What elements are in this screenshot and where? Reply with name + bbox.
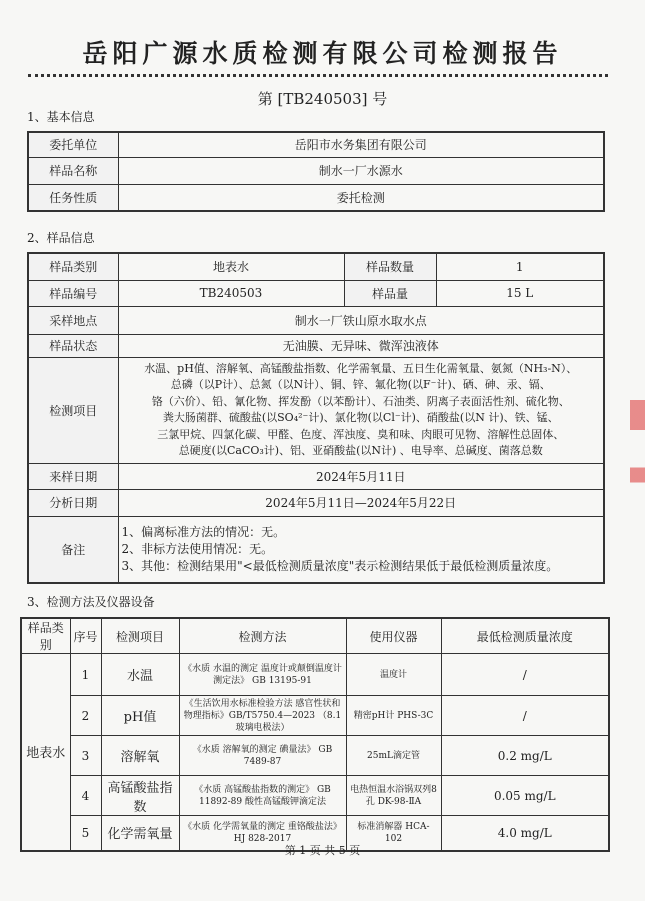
- row-no: 3: [70, 736, 101, 776]
- row-no: 2: [70, 696, 101, 736]
- sample-info-table: [27, 252, 605, 584]
- label: 检测项目: [28, 357, 118, 463]
- label: 委托单位: [28, 132, 118, 157]
- header-cell: 检测项目: [101, 618, 179, 654]
- sample-category: 地表水: [21, 654, 70, 851]
- header-cell: 使用仪器: [346, 618, 441, 654]
- label: 任务性质: [28, 184, 118, 211]
- row-instrument: 温度计: [346, 654, 441, 696]
- value: 地表水: [118, 253, 344, 280]
- report-number: 第 [TB240503] 号: [257, 90, 388, 108]
- remark-line: 1、偏离标准方法的情况：无。: [121, 524, 286, 539]
- header-cell: 样品类别: [21, 618, 70, 654]
- value: 2024年5月11日—2024年5月22日: [118, 489, 604, 516]
- header-cell: 序号: [70, 618, 101, 654]
- table-row: [21, 736, 609, 776]
- label: 样品名称: [28, 157, 118, 184]
- remark-line: 2、非标方法使用情况：无。: [121, 541, 274, 556]
- row-instrument: 精密pH计 PHS-3C: [346, 696, 441, 736]
- label: 样品编号: [28, 280, 118, 306]
- methods-table: [20, 617, 610, 852]
- row-item: 化学需氧量: [101, 816, 179, 851]
- table-row: [21, 696, 609, 736]
- value: 15 L: [436, 280, 604, 306]
- row-method: 《水质 溶解氧的测定 碘量法》 GB 7489-87: [179, 736, 346, 776]
- test-items-line: 三氯甲烷、四氯化碳、甲醛、色度、浑浊度、臭和味、肉眼可见物、溶解性总固体、: [157, 427, 565, 441]
- basic-info-table: [27, 131, 605, 212]
- remarks: [118, 516, 604, 583]
- value: TB240503: [118, 280, 344, 306]
- value: 1: [436, 253, 604, 280]
- section-heading-methods: 3、检测方法及仪器设备: [27, 595, 155, 609]
- value: 委托检测: [118, 184, 604, 211]
- value: 制水一厂铁山原水取水点: [118, 306, 604, 334]
- row-limit: 4.0 mg/L: [441, 816, 609, 851]
- test-items-line: 总硬度(以CaCO₃计)、铝、亚硝酸盐(以N计) 、电导率、总碱度、菌落总数: [178, 444, 543, 457]
- label: 样品类别: [28, 253, 118, 280]
- section-heading-sample: 2、样品信息: [27, 231, 95, 245]
- header-cell: 最低检测质量浓度: [441, 618, 609, 654]
- header-cell: 检测方法: [179, 618, 346, 654]
- page-footer: 第 1 页 共 5 页: [284, 844, 361, 857]
- section-heading-basic: 1、基本信息: [27, 110, 95, 124]
- remark-line: 3、其他：检测结果用"<最低检测质量浓度"表示检测结果低于最低检测质量浓度。: [121, 558, 559, 573]
- row-no: 5: [70, 816, 101, 851]
- divider: [28, 74, 608, 77]
- test-items-line: 总磷（以P计）、总氮（以N计）、铜、锌、氟化物(以F⁻计)、硒、砷、汞、镉、: [170, 378, 551, 391]
- row-method: 《水质 高锰酸盐指数的测定》 GB 11892-89 酸性高锰酸钾滴定法: [179, 776, 346, 816]
- row-limit: /: [441, 696, 609, 736]
- row-limit: 0.05 mg/L: [441, 776, 609, 816]
- row-limit: 0.2 mg/L: [441, 736, 609, 776]
- seal-stamp-edge: [630, 400, 645, 550]
- row-item: 水温: [101, 654, 179, 696]
- value: 岳阳市水务集团有限公司: [118, 132, 604, 157]
- row-method: 《水质 化学需氧量的测定 重铬酸盐法》 HJ 828-2017: [179, 816, 346, 851]
- row-no: 4: [70, 776, 101, 816]
- row-item: 溶解氧: [101, 736, 179, 776]
- value: 2024年5月11日: [118, 463, 604, 489]
- table-row: [21, 776, 609, 816]
- label: 样品量: [344, 280, 436, 306]
- row-instrument: 标准消解器 HCA-102: [346, 816, 441, 851]
- row-limit: /: [441, 654, 609, 696]
- value: 制水一厂水源水: [118, 157, 604, 184]
- row-instrument: 25mL滴定管: [346, 736, 441, 776]
- row-method: 《生活饮用水标准检验方法 感官性状和物理指标》GB/T5750.4—2023 （8.1玻璃电极法）: [179, 696, 346, 736]
- value: 无油膜、无异味、微浑浊液体: [118, 334, 604, 357]
- label: 采样地点: [28, 306, 118, 334]
- test-items-line: 铬（六价）、铅、氰化物、挥发酚（以苯酚计）、石油类、阴离子表面活性剂、硫化物、: [151, 394, 570, 408]
- test-items-line: 水温、pH值、溶解氧、高锰酸盐指数、化学需氧量、五日生化需氧量、氨氮（NH₃-N）、: [144, 361, 578, 375]
- row-no: 1: [70, 654, 101, 696]
- row-instrument: 电热恒温水浴锅双列8孔 DK-98-ⅡA: [346, 776, 441, 816]
- row-method: 《水质 水温的测定 温度计或颠倒温度计测定法》 GB 13195-91: [179, 654, 346, 696]
- table-row: [21, 654, 609, 696]
- report-title: 岳阳广源水质检测有限公司检测报告: [82, 39, 563, 68]
- test-items: [118, 357, 604, 463]
- label: 来样日期: [28, 463, 118, 489]
- row-item: 高锰酸盐指数: [101, 776, 179, 816]
- label: 样品状态: [28, 334, 118, 357]
- row-item: pH值: [101, 696, 179, 736]
- test-items-line: 粪大肠菌群、硫酸盐(以SO₄²⁻计)、氯化物(以Cl⁻计)、硝酸盐(以N 计)、铁、锰、: [162, 411, 559, 424]
- label: 样品数量: [344, 253, 436, 280]
- label: 备注: [28, 516, 118, 583]
- label: 分析日期: [28, 489, 118, 516]
